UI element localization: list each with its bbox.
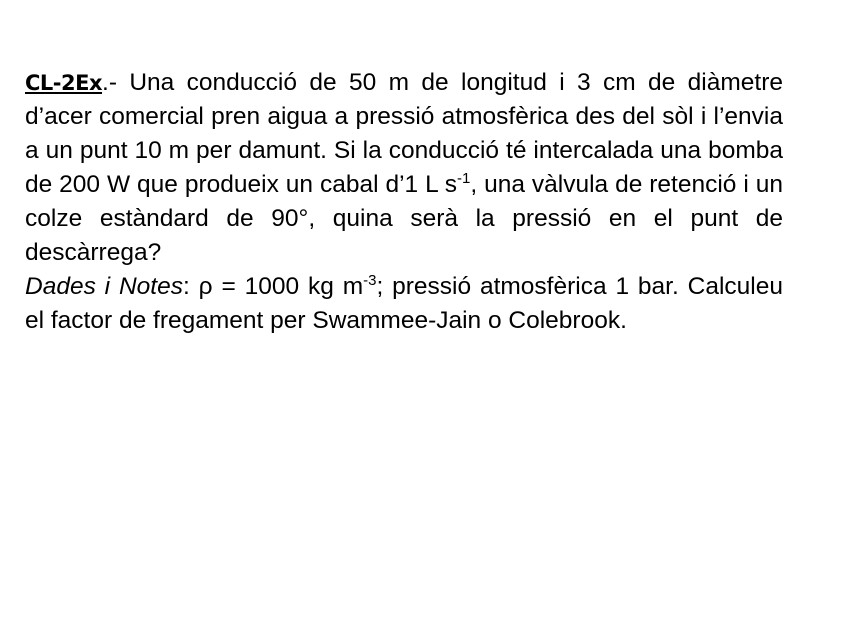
problem-text-block bbox=[25, 66, 783, 338]
notes-rest: ; pressió atmosfèrica 1 bar. Calculeu el factor de fregament per Swammee-Jain o Colebrook. bbox=[25, 273, 783, 334]
data-and-notes bbox=[25, 270, 783, 338]
problem-statement bbox=[25, 66, 783, 270]
density-text: ρ = 1000 kg m bbox=[189, 273, 364, 300]
density-exponent: -3 bbox=[363, 272, 377, 289]
notes-label: Dades i Notes bbox=[25, 273, 183, 300]
problem-code: CL-2Ex bbox=[25, 71, 103, 95]
notes-colon: : bbox=[182, 273, 190, 300]
flow-unit-exponent: -1 bbox=[457, 170, 471, 187]
problem-code-separator: .- bbox=[102, 69, 117, 96]
statement-part-1: Una conducció de 50 m de longitud i 3 cm de diàmetre d’acer comercial pren aigua a pressió atmosfèrica des del sòl i l’envia a un punt 10 m per damunt. Si la conducció té intercalada una bomba de 200 W que produeix un cabal d’1 L s bbox=[25, 69, 783, 198]
statement-part-2: , una vàlvula de retenció i un colze estàndard de 90°, quina serà la pressió en el punt de descàrrega? bbox=[25, 171, 783, 266]
